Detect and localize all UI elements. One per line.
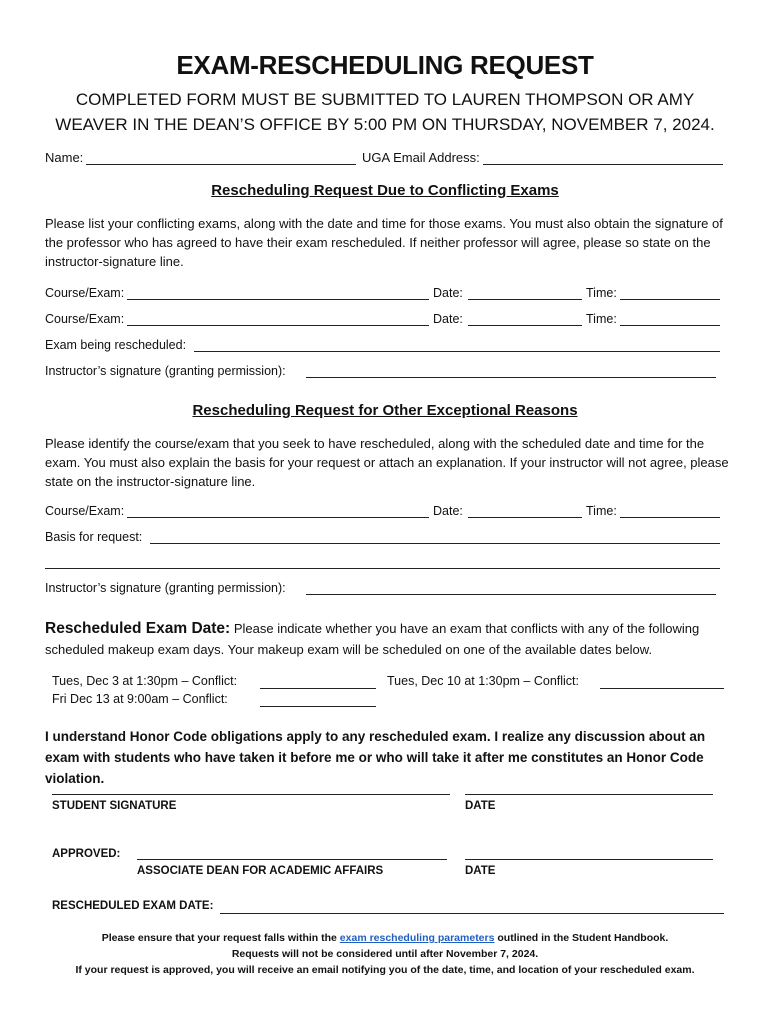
instructor-signature-field-1[interactable] [306, 377, 716, 378]
conflicting-exams-heading: Rescheduling Request Due to Conflicting Exams [211, 182, 559, 199]
exceptional-reasons-instructions: Please identify the course/exam that you seek to have rescheduled, along with the scheduled date and time for the exam. You must also explain the basis for your request or attach an explanation. If your instructor will not agree, please state on the instructor-signature line. [45, 436, 729, 489]
footer-line1-suffix: outlined in the Student Handbook. [494, 932, 669, 944]
exam-rescheduled-field[interactable] [194, 351, 720, 352]
time-label-3: Time: [586, 504, 617, 518]
student-date-field[interactable] [465, 794, 713, 795]
date-field-1[interactable] [468, 299, 582, 300]
email-label: UGA Email Address: [362, 150, 480, 165]
course-exam-field-1[interactable] [127, 299, 429, 300]
date-field-2[interactable] [468, 325, 582, 326]
time-field-1[interactable] [620, 299, 720, 300]
makeup-option-dec13: Fri Dec 13 at 9:00am – Conflict: [52, 692, 228, 706]
time-label-1: Time: [586, 286, 617, 300]
name-field[interactable] [86, 164, 356, 165]
course-exam-field-2[interactable] [127, 325, 429, 326]
rescheduled-exam-instructions-line2: scheduled makeup exam days. Your makeup exam will be scheduled on one of the available dates below. [45, 642, 653, 657]
student-signature-label: STUDENT SIGNATURE [52, 800, 177, 812]
date-field-3[interactable] [468, 517, 582, 518]
time-field-3[interactable] [620, 517, 720, 518]
instructor-signature-field-2[interactable] [306, 594, 716, 595]
rescheduled-exam-intro [45, 620, 699, 638]
basis-label: Basis for request: [45, 530, 143, 544]
date-label-3: Date: [433, 504, 463, 518]
basis-field-line1[interactable] [150, 543, 720, 544]
course-exam-field-3[interactable] [127, 517, 429, 518]
course-exam-label-3: Course/Exam: [45, 504, 125, 518]
footer-line3: If your request is approved, you will receive an email notifying you of the date, time, and location of your rescheduled exam. [75, 964, 695, 976]
associate-dean-signature-field[interactable] [137, 859, 447, 860]
makeup-option-dec10: Tues, Dec 10 at 1:30pm – Conflict: [387, 674, 579, 688]
date-label-1: Date: [433, 286, 463, 300]
exceptional-reasons-heading: Rescheduling Request for Other Exceptional Reasons [192, 402, 578, 419]
instructor-signature-label-1: Instructor’s signature (granting permission): [45, 364, 286, 378]
conflicting-exams-instructions: Please list your conflicting exams, along with the date and time for those exams. You must also obtain the signature of the professor who has agreed to have their exam rescheduled. If neither professor will agree, please so state on the instructor-signature line. [45, 216, 723, 269]
instructor-signature-label-2: Instructor’s signature (granting permission): [45, 581, 286, 595]
student-signature-field[interactable] [52, 794, 450, 795]
exam-rescheduled-label: Exam being rescheduled: [45, 338, 187, 352]
rescheduled-exam-heading: Rescheduled Exam Date: [45, 620, 231, 637]
course-exam-label-2: Course/Exam: [45, 312, 125, 326]
exam-rescheduling-parameters-link[interactable]: exam rescheduling parameters [339, 932, 495, 944]
makeup-option-dec3: Tues, Dec 3 at 1:30pm – Conflict: [52, 674, 238, 688]
approved-label: APPROVED: [52, 848, 121, 860]
approval-date-label: DATE [465, 865, 496, 877]
name-label: Name: [45, 150, 84, 165]
basis-field-line2[interactable] [45, 568, 720, 569]
time-field-2[interactable] [620, 325, 720, 326]
footer-line1 [0, 932, 770, 944]
rescheduled-exam-date-label: RESCHEDULED EXAM DATE: [52, 900, 214, 912]
time-label-2: Time: [586, 312, 617, 326]
date-label-2: Date: [433, 312, 463, 326]
submission-instructions-line2: WEAVER IN THE DEAN’S OFFICE BY 5:00 PM ON THURSDAY, NOVEMBER 7, 2024. [55, 115, 715, 134]
rescheduled-exam-date-field[interactable] [220, 913, 724, 914]
email-field[interactable] [483, 164, 723, 165]
honor-code-statement: I understand Honor Code obligations apply to any rescheduled exam. I realize any discussion about an exam with students who have taken it before me or who will take it after me constitutes an Honor Code violation. [45, 729, 706, 786]
page-title: EXAM-RESCHEDULING REQUEST [176, 50, 594, 80]
footer-line1-prefix: Please ensure that your request falls within the [101, 932, 340, 944]
makeup-conflict-field-dec10[interactable] [600, 688, 724, 689]
submission-instructions-line1: COMPLETED FORM MUST BE SUBMITTED TO LAUREN THOMPSON OR AMY [75, 90, 695, 109]
footer-line2: Requests will not be considered until after November 7, 2024. [231, 948, 539, 960]
associate-dean-label: ASSOCIATE DEAN FOR ACADEMIC AFFAIRS [137, 865, 384, 877]
student-date-label: DATE [465, 800, 496, 812]
rescheduled-exam-instructions: Please indicate whether you have an exam that conflicts with any of the following [230, 621, 700, 636]
makeup-conflict-field-dec3[interactable] [260, 688, 376, 689]
makeup-conflict-field-dec13[interactable] [260, 706, 376, 707]
course-exam-label-1: Course/Exam: [45, 286, 125, 300]
approval-date-field[interactable] [465, 859, 713, 860]
